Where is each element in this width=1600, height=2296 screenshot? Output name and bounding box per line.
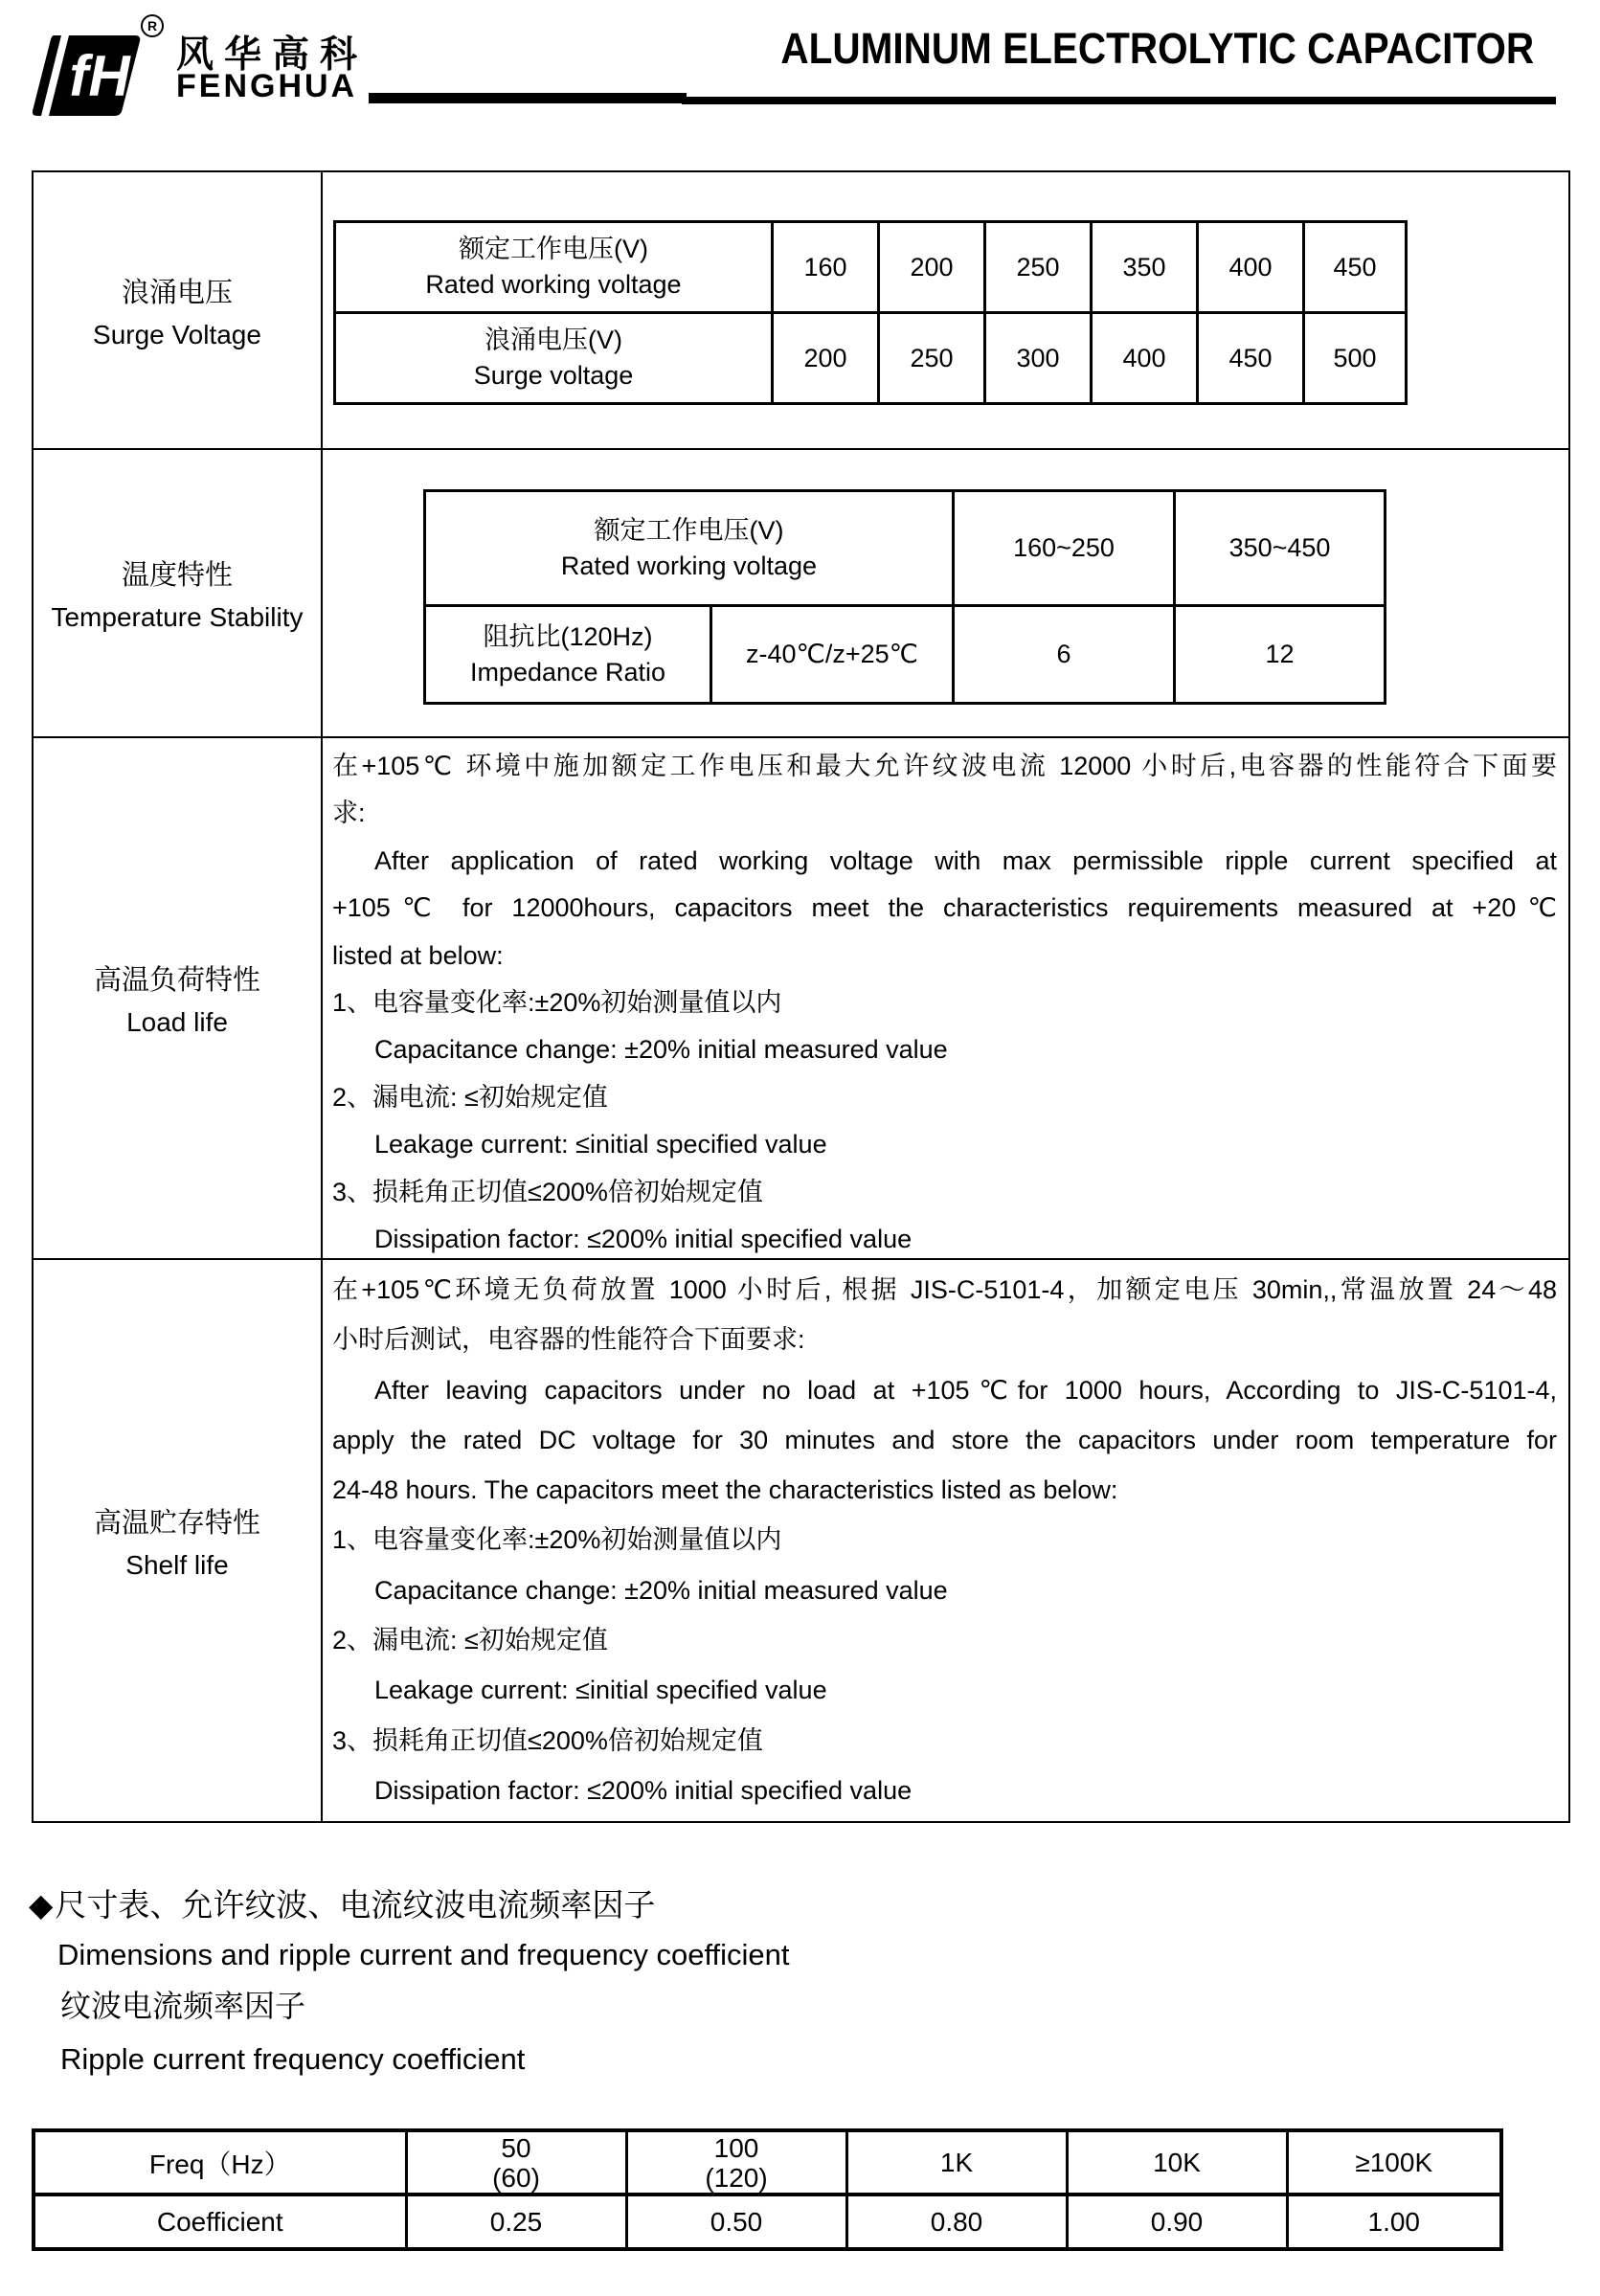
- surge-voltage-value: 300: [985, 313, 1092, 404]
- impedance-ratio-header: [425, 606, 711, 704]
- rated-voltage-value: 250: [985, 222, 1092, 313]
- frequency-value: 100: [713, 2132, 759, 2163]
- surge-voltage-value: 450: [1198, 313, 1304, 404]
- coefficient-row: [34, 2195, 1501, 2249]
- voltage-range-value: 350~450: [1175, 491, 1386, 606]
- rated-voltage-header-cjk: 额定工作电压(V): [459, 235, 648, 263]
- surge-voltage-header: [335, 313, 773, 404]
- table-row-temperature-stability: [34, 450, 1568, 738]
- surge-voltage-value: 500: [1304, 313, 1407, 404]
- row-label-cjk: 浪涌电压: [121, 277, 233, 308]
- impedance-ratio-row: [425, 606, 1386, 704]
- spec-text-line: Dissipation factor: ≤200% initial specified value: [374, 1775, 913, 1805]
- spec-text-line: 小时后测试，电容器的性能符合下面要求:: [332, 1325, 805, 1355]
- frequency-column: ≥100K: [1287, 2130, 1501, 2195]
- spec-text-line: 求:: [332, 799, 366, 828]
- row-label-en: Shelf life: [125, 1549, 229, 1580]
- voltage-range-row: [425, 491, 1386, 606]
- surge-voltage-value: 400: [1092, 313, 1198, 404]
- shelf-life-text: [323, 1260, 1568, 1815]
- row-label-cjk: 高温贮存特性: [93, 1507, 260, 1539]
- frequency-column: [626, 2130, 846, 2195]
- rated-voltage-header: [425, 491, 954, 606]
- impedance-ratio-value: 12: [1175, 606, 1386, 704]
- coefficient-value: 0.80: [846, 2195, 1067, 2249]
- coefficient-value: 1.00: [1287, 2195, 1501, 2249]
- spec-text-line: 24-48 hours. The capacitors meet the characteristics listed as below:: [332, 1475, 1118, 1505]
- spec-text-line: Capacitance change: ±20% initial measured value: [374, 1575, 948, 1605]
- spec-text-line: 2、漏电流: ≤初始规定值: [332, 1082, 608, 1112]
- spec-text-line: Capacitance change: ±20% initial measured value: [374, 1035, 948, 1065]
- spec-text-line: After leaving capacitors under no load at +105℃for 1000 hours, According to JIS-C-5101-4,: [374, 1375, 1557, 1405]
- row-label-load-life: [34, 738, 323, 1258]
- section-title-text: 尺寸表、允许纹波、电流纹波电流频率因子: [55, 1887, 656, 1923]
- row-label-surge-voltage: [34, 172, 323, 448]
- page-title: ALUMINUM ELECTROLYTIC CAPACITOR: [780, 24, 1534, 73]
- coefficient-value: 0.90: [1067, 2195, 1287, 2249]
- spec-text-line: 2、漏电流: ≤初始规定值: [332, 1626, 608, 1655]
- section-title-cjk: [29, 1880, 790, 1930]
- surge-voltage-header-cjk: 浪涌电压(V): [485, 326, 622, 354]
- rated-voltage-header: [335, 222, 773, 313]
- section-subtitle-cjk: 纹波电流频率因子: [60, 1989, 306, 2023]
- impedance-ratio-header-en: Impedance Ratio: [469, 657, 666, 687]
- spec-text-line: 在+105℃ 环境中施加额定工作电压和最大允许纹波电流 12000 小时后,电容器的性能符合下面要: [332, 752, 1557, 780]
- spec-text-line: After application of rated working voltage with max permissible ripple current specified at: [374, 845, 1557, 875]
- diamond-bullet-icon: ◆: [29, 1887, 54, 1923]
- frequency-column: 1K: [846, 2130, 1067, 2195]
- surge-voltage-value: 250: [879, 313, 985, 404]
- spec-text-line: 3、损耗角正切值≤200%倍初始规定值: [332, 1725, 763, 1755]
- impedance-ratio-inner-table: [423, 489, 1386, 705]
- coefficient-value: 0.25: [406, 2195, 626, 2249]
- row-label-shelf-life: [34, 1260, 323, 1821]
- rated-voltage-header-en: Rated working voltage: [425, 270, 682, 299]
- table-row-load-life: [34, 738, 1568, 1260]
- impedance-condition: z-40℃/z+25℃: [711, 606, 954, 704]
- section-heading: [29, 1880, 790, 2085]
- frequency-column: 10K: [1067, 2130, 1287, 2195]
- spec-text-line: 1、电容量变化率:±20%初始测量值以内: [332, 1525, 782, 1555]
- row-content: [323, 1260, 1568, 1821]
- spec-text-line: 3、损耗角正切值≤200%倍初始规定值: [332, 1177, 763, 1206]
- row-content: [323, 450, 1568, 736]
- row-label-en: Temperature Stability: [51, 602, 304, 632]
- rated-voltage-row: [335, 222, 1407, 313]
- characteristics-table: [32, 170, 1570, 1823]
- coefficient-label: Coefficient: [34, 2195, 406, 2249]
- frequency-value-alt: (120): [705, 2162, 768, 2193]
- row-label-en: Load life: [126, 1007, 228, 1037]
- table-row-surge-voltage: [34, 172, 1568, 450]
- spec-text-line: +105℃ for 12000hours, capacitors meet the characteristics requirements measured at +20℃: [332, 893, 1557, 923]
- row-label-en: Surge Voltage: [93, 319, 261, 349]
- spec-text-line: apply the rated DC voltage for 30 minutes and store the capacitors under room temperature for: [332, 1425, 1557, 1454]
- brand-name-cjk: 风华高科: [176, 34, 369, 76]
- impedance-ratio-value: 6: [954, 606, 1175, 704]
- section-subtitle-en: Ripple current frequency coefficient: [60, 2042, 526, 2076]
- impedance-ratio-header-cjk: 阻抗比(120Hz): [483, 621, 653, 651]
- spec-text-line: Leakage current: ≤initial specified value: [374, 1676, 827, 1705]
- rated-voltage-header-cjk: 额定工作电压(V): [594, 515, 784, 545]
- spec-text-line: Dissipation factor: ≤200% initial specified value: [374, 1225, 913, 1254]
- registered-mark-icon: R: [141, 14, 164, 37]
- spec-text-line: Leakage current: ≤initial specified value: [374, 1130, 827, 1159]
- header-rule-right: [682, 97, 1556, 104]
- row-label-temperature-stability: [34, 450, 323, 736]
- row-label-cjk: 高温负荷特性: [93, 965, 260, 996]
- frequency-coefficient-table: [32, 2128, 1503, 2251]
- surge-voltage-row: [335, 313, 1407, 404]
- coefficient-value: 0.50: [626, 2195, 846, 2249]
- table-row-shelf-life: [34, 1260, 1568, 1821]
- brand-name-latin: FENGHUA: [176, 68, 358, 104]
- section-title-en: Dimensions and ripple current and frequency coefficient: [57, 1938, 790, 1971]
- surge-voltage-inner-table: [333, 220, 1408, 405]
- frequency-value-alt: (60): [492, 2162, 540, 2193]
- fenghua-logo-icon: [33, 35, 142, 116]
- rated-voltage-value: 450: [1304, 222, 1407, 313]
- rated-voltage-value: 400: [1198, 222, 1304, 313]
- frequency-column: [406, 2130, 626, 2195]
- row-label-cjk: 温度特性: [121, 560, 233, 591]
- load-life-text: [323, 738, 1568, 1258]
- svg-text:fH: fH: [69, 44, 130, 108]
- frequency-value: 50: [501, 2132, 531, 2163]
- surge-voltage-header-en: Surge voltage: [473, 361, 634, 390]
- rated-voltage-value: 160: [773, 222, 879, 313]
- rated-voltage-value: 200: [879, 222, 985, 313]
- surge-voltage-value: 200: [773, 313, 879, 404]
- row-content: [323, 172, 1568, 448]
- row-content: [323, 738, 1568, 1258]
- frequency-header-row: [34, 2130, 1501, 2195]
- rated-voltage-header-en: Rated working voltage: [560, 551, 818, 580]
- spec-text-line: 在+105℃环境无负荷放置 1000 小时后, 根据 JIS-C-5101-4，加额定电压 30min,,常温放置 24～48: [332, 1275, 1557, 1304]
- spec-text-line: 1、电容量变化率:±20%初始测量值以内: [332, 988, 782, 1018]
- voltage-range-value: 160~250: [954, 491, 1175, 606]
- spec-text-line: listed at below:: [332, 940, 504, 970]
- header-rule-left: [369, 93, 687, 103]
- rated-voltage-value: 350: [1092, 222, 1198, 313]
- frequency-label: Freq（Hz）: [34, 2130, 406, 2195]
